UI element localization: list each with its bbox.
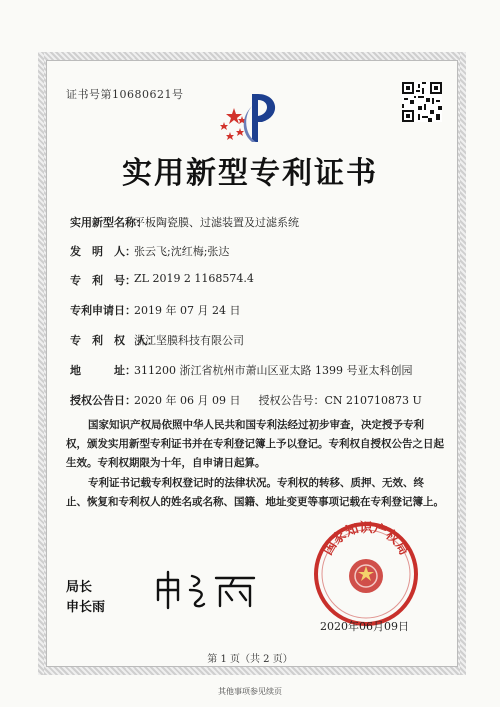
handwritten-signature	[150, 568, 260, 612]
paragraph-grant-statement: 国家知识产权局依照中华人民共和国专利法经过初步审查，决定授予专利权，颁发实用新型专利证书并在专利登记簿上予以登记。专利权自授权公告之日起生效。专利权期限为十年，自申请日起算。	[66, 419, 444, 469]
paragraph-legal-status: 专利证书记载专利权登记时的法律状况。专利权的转移、质押、无效、终止、恢复和专利权人的姓名或名称、国籍、地址变更等事项记载在专利登记簿上。	[66, 477, 444, 508]
director-title: 局长	[66, 580, 93, 595]
cnipa-emblem-icon	[212, 88, 292, 148]
qr-code-icon	[402, 82, 442, 122]
field-label-inventor: 发 明 人：	[70, 245, 136, 258]
field-label-patent-number: 专 利 号：	[70, 274, 136, 287]
footer-note: 其他事项参见续页	[218, 687, 282, 696]
seal-text: 国家知识产权局	[320, 520, 412, 558]
seal-date: 2020年06月09日	[320, 620, 409, 633]
official-seal	[312, 520, 420, 628]
field-label-address: 地 址：	[70, 364, 136, 377]
certificate-title: 实用新型专利证书	[122, 156, 378, 191]
field-value-inventor: 张云飞;沈红梅;张达	[134, 245, 230, 258]
field-value-announcement-date: 2020 年 06 月 09 日 授权公告号：CN 210710873 U	[134, 394, 422, 407]
field-label-application-date: 专利申请日：	[70, 304, 136, 317]
certificate-number: 证书号第10680621号	[66, 88, 184, 101]
field-label-utility-name: 实用新型名称：	[70, 216, 147, 229]
field-value-application-date: 2019 年 07 月 24 日	[134, 304, 241, 317]
field-value-utility-name: 平板陶瓷膜、过滤装置及过滤系统	[134, 216, 299, 229]
field-value-patentee: 浙江坚膜科技有限公司	[134, 334, 244, 347]
page-number: 第 1 页（共 2 页）	[207, 654, 293, 665]
director-name: 申长雨	[66, 600, 106, 615]
field-label-announcement-date: 授权公告日：	[70, 394, 136, 407]
field-value-patent-number: ZL 2019 2 1168574.4	[134, 272, 254, 285]
field-value-address: 311200 浙江省杭州市萧山区亚太路 1399 号亚太科创园	[134, 364, 413, 377]
field-label-patentee: 专 利 权 人：	[70, 334, 158, 347]
